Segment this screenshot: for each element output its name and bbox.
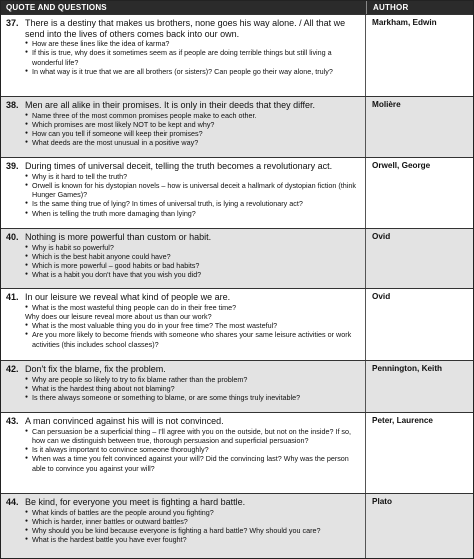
quote-text: There is a destiny that makes us brothers, none goes his way alone. / All that we send into the lives of others comes back into our own. (25, 18, 346, 39)
quote-cell (1, 15, 366, 96)
table-row (1, 14, 473, 96)
question-item: ● In what way is it true that we are all brothers (or sisters)? Can people go their way alone, truly? (25, 67, 361, 76)
question-item: ● What is a habit you don't have that you wish you did? (25, 270, 361, 279)
question-item: ● What is the hardest thing about not blaming? (25, 384, 361, 393)
quote-line (6, 364, 361, 375)
question-item: ● Which is harder, inner battles or outward battles? (25, 517, 361, 526)
author-cell: Orwell, George (372, 161, 431, 170)
author-cell: Ovid (372, 232, 391, 241)
quote-cell (1, 289, 366, 360)
quote-number: 41. (6, 292, 19, 302)
question-item: ● When is telling the truth more damaging than lying? (25, 209, 361, 218)
quote-line (6, 232, 361, 243)
quote-cell (1, 494, 366, 558)
table-row (1, 96, 473, 157)
table-row (1, 493, 473, 558)
quote-text: Nothing is more powerful than custom or habit. (25, 232, 212, 242)
question-item: ● Why are people so likely to try to fix blame rather than the problem? (25, 375, 361, 384)
question-item: ● What is the hardest battle you have ever fought? (25, 535, 361, 544)
quote-number: 37. (6, 18, 19, 28)
question-list (25, 111, 361, 148)
question-list (25, 508, 361, 545)
quote-number: 43. (6, 416, 19, 426)
table-row (1, 360, 473, 412)
table-row (1, 412, 473, 493)
question-item: ● Are you more likely to become friends with someone who shares your same leisure activities or work activities (this includes school classes)? (25, 330, 361, 349)
quote-line (6, 416, 361, 427)
question-item: ● What kinds of battles are the people around you fighting? (25, 508, 361, 517)
quote-cell (1, 361, 366, 412)
quote-text: During times of universal deceit, telling the truth becomes a revolutionary act. (25, 161, 333, 171)
question-list (25, 427, 361, 473)
question-list (25, 39, 361, 76)
question-item: ● Why is it hard to tell the truth? (25, 172, 361, 181)
question-item: ● When was a time you felt convinced against your will? Did the convincing last? Why was the person able to convince you against your will? (25, 454, 361, 473)
author-cell: Pennington, Keith (372, 364, 443, 373)
quote-number: 40. (6, 232, 19, 242)
question-item: ● If this is true, why does it sometimes seem as if people are doing terrible things but still living a wonderful life? (25, 48, 361, 67)
question-item: ● Can persuasion be a superficial thing – I'll agree with you on the outside, but not on the inside? If so, how can we distinguish between true, thorough persuasion and superficial persuasion? (25, 427, 361, 446)
quote-line (6, 161, 361, 172)
author-cell: Molière (372, 100, 401, 109)
quote-text: Be kind, for everyone you meet is fighting a hard battle. (25, 497, 246, 507)
quote-number: 39. (6, 161, 19, 171)
question-item: ● Why should you be kind because everyone is fighting a hard battle? Why should you care? (25, 526, 361, 535)
author-cell: Peter, Laurence (372, 416, 433, 425)
quote-column-header: QUOTE AND QUESTIONS (6, 3, 107, 12)
table-row (1, 288, 473, 360)
quote-cell (1, 97, 366, 157)
table-body (1, 14, 473, 558)
quote-cell (1, 229, 366, 288)
question-item: ● Why is habit so powerful? (25, 243, 361, 252)
question-item: ● How are these lines like the idea of karma? (25, 39, 361, 48)
question-list (25, 172, 361, 218)
question-item: ● How can you tell if someone will keep their promises? (25, 129, 361, 138)
quote-cell (1, 158, 366, 228)
table-row (1, 228, 473, 288)
question-item: ● Which is more powerful – good habits or bad habits? (25, 261, 361, 270)
quote-number: 38. (6, 100, 19, 110)
quote-text: Men are all alike in their promises. It is only in their deeds that they differ. (25, 100, 315, 110)
question-list (25, 375, 361, 403)
author-cell: Ovid (372, 292, 391, 301)
question-item: ● Is there always someone or something to blame, or are some things truly inevitable? (25, 393, 361, 402)
quote-text: Don't fix the blame, fix the problem. (25, 364, 166, 374)
quote-number: 44. (6, 497, 19, 507)
question-item: ● Is the same thing true of lying? In times of universal truth, is lying a revolutionary act? (25, 199, 361, 208)
question-item: ● Is it always important to convince someone thoroughly? (25, 445, 361, 454)
quote-text: A man convinced against his will is not convinced. (25, 416, 224, 426)
table-row (1, 157, 473, 228)
quote-line (6, 292, 361, 303)
question-item: ● What is the most valuable thing you do in your free time? The most wasteful? (25, 321, 361, 330)
question-item: ● Which promises are most likely NOT to be kept and why? (25, 120, 361, 129)
question-item: Why does our leisure reveal more about us than our work? (25, 311, 212, 321)
author-column-header: AUTHOR (366, 1, 473, 14)
question-item: ● Name three of the most common promises people make to each other. (25, 111, 361, 120)
quote-number: 42. (6, 364, 19, 374)
table-header (1, 1, 473, 14)
quote-cell (1, 413, 366, 493)
question-item: ● Orwell is known for his dystopian novels – how is universal deceit a hallmark of dystopian fiction (think Hunger Games)? (25, 181, 361, 200)
author-cell: Plato (372, 497, 393, 506)
question-item: ● What deeds are the most unusual in a positive way? (25, 138, 361, 147)
quote-line (6, 18, 361, 39)
quote-line (6, 497, 361, 508)
question-list (25, 303, 361, 349)
question-item: ● Which is the best habit anyone could have? (25, 252, 361, 261)
question-list (25, 243, 361, 280)
quote-line (6, 100, 361, 111)
question-item: ● What is the most wasteful thing people can do in their free time? (25, 303, 361, 312)
author-cell: Markham, Edwin (372, 18, 437, 27)
quote-text: In our leisure we reveal what kind of people we are. (25, 292, 231, 302)
